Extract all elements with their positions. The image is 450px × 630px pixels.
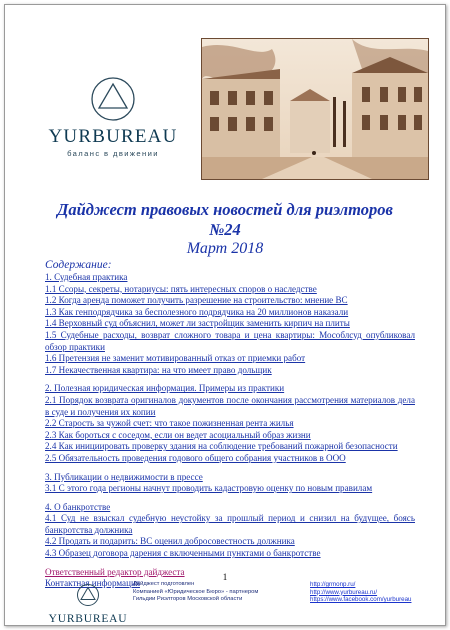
- toc-item-link[interactable]: 1.1 Ссоры, секреты, нотариусы: пять интересных споров о наследстве: [45, 283, 317, 294]
- yurbureau-link[interactable]: http://www.yurbureau.ru/: [310, 588, 378, 596]
- toc-item-link[interactable]: 2.2 Старость за чужой счет: что такое пожизненная рента жилья: [45, 418, 294, 429]
- facebook-link[interactable]: https://www.facebook.com/yurbureau: [310, 596, 412, 604]
- toc-item-link[interactable]: 1.4 Верховный суд объяснил, может ли застройщик заменить кирпич на плиты: [45, 318, 350, 329]
- footer-logo: [43, 583, 133, 625]
- toc-section-gap: [45, 465, 415, 472]
- toc-item-link[interactable]: 4.1 Суд не взыскал судебную неустойку за прошлый период и снизил на будущее, боясь банкротства должника: [45, 513, 415, 535]
- toc-item-link[interactable]: 4.2 Продать и подарить: ВС оценил добросовестность должника: [45, 536, 295, 547]
- footer-links: [310, 581, 440, 604]
- toc-section-gap: [45, 495, 415, 502]
- toc-item-link[interactable]: 2.3 Как бороться с соседом, если он ведет асоциальный образ жизни: [45, 429, 311, 440]
- toc-item-link[interactable]: 3.1 С этого года регионы начнут проводить кадастровую оценку по новым правилам: [45, 483, 373, 494]
- toc-section-heading-link[interactable]: 1. Судебная практика: [45, 272, 128, 282]
- street-etching-image: [201, 38, 429, 180]
- toc-item-link[interactable]: 1.2 Когда аренда поможет получить разрешение на строительство: мнение ВС: [45, 295, 348, 306]
- digest-issue-number: №24: [209, 220, 241, 239]
- footer-text-line: Гильдии Риэлторов Московской области: [133, 596, 243, 603]
- footer-logo-triangle-icon: [76, 583, 100, 607]
- footer-text-line: Дайджест подготовлен: [133, 581, 195, 587]
- toc-item-link[interactable]: 2.4 Как инициировать проверку здания на соблюдение требований пожарной безопасности: [45, 441, 398, 452]
- grmonp-link[interactable]: http://grmonp.ru/: [310, 581, 356, 588]
- logo-triangle-icon: [89, 75, 137, 123]
- digest-date: Март 2018: [186, 240, 264, 257]
- toc-section-heading-link[interactable]: 4. О банкротстве: [45, 501, 111, 512]
- contacts-link[interactable]: Контактная информация: [45, 578, 141, 589]
- brand-logo: [43, 75, 183, 158]
- toc-item-link[interactable]: 4.3 Образец договора дарения с включенными пунктами о банкротстве: [45, 548, 321, 559]
- toc-item-link[interactable]: 1.7 Некачественная квартира: на что имеет право дольщик: [45, 364, 272, 375]
- page-number: 1: [222, 572, 228, 582]
- toc-item-link[interactable]: 2.5 Обязательность проведения годового общего собрания участников в ООО: [45, 452, 346, 463]
- toc-item-link[interactable]: 1.5 Судебные расходы, возврат сложного товара и цена квартиры: Мособлсуд опубликовал обзор практики: [45, 329, 415, 352]
- digest-title: Дайджест правовых новостей для риэлторов: [57, 200, 393, 219]
- toc-item-link[interactable]: 2.1 Порядок возврата оригиналов документов после окончания рассмотрения материалов дела в суде и получения их копии: [45, 394, 415, 417]
- document-page: [4, 4, 446, 626]
- table-of-contents: [45, 259, 415, 590]
- toc-item-link[interactable]: 1.3 Как генподрядчика за бесполезного подрядчика на 20 миллионов наказали: [45, 306, 349, 317]
- toc-section-gap: [45, 376, 415, 383]
- brand-name: YURBUREAU: [48, 126, 178, 147]
- toc-body: [45, 272, 415, 560]
- brand-tagline: баланс в движении: [67, 149, 159, 158]
- footer-brand-name: YURBUREAU: [48, 613, 128, 625]
- toc-section-heading-link[interactable]: 2. Полезная юридическая информация. Примеры из практики: [45, 383, 285, 394]
- editor-link[interactable]: Ответственный редактор дайджеста: [45, 566, 185, 577]
- toc-spacer: [45, 560, 415, 567]
- footer-text-line: Компанией «Юридическое Бюро» - партнером: [133, 588, 259, 595]
- footer-prepared-by: [133, 581, 283, 604]
- toc-section-heading-link[interactable]: 3. Публикации о недвижимости в прессе: [45, 471, 203, 482]
- toc-item-link[interactable]: 1.6 Претензия не заменит мотивированный отказ от приемки работ: [45, 353, 306, 364]
- toc-heading: Содержание:: [45, 259, 112, 271]
